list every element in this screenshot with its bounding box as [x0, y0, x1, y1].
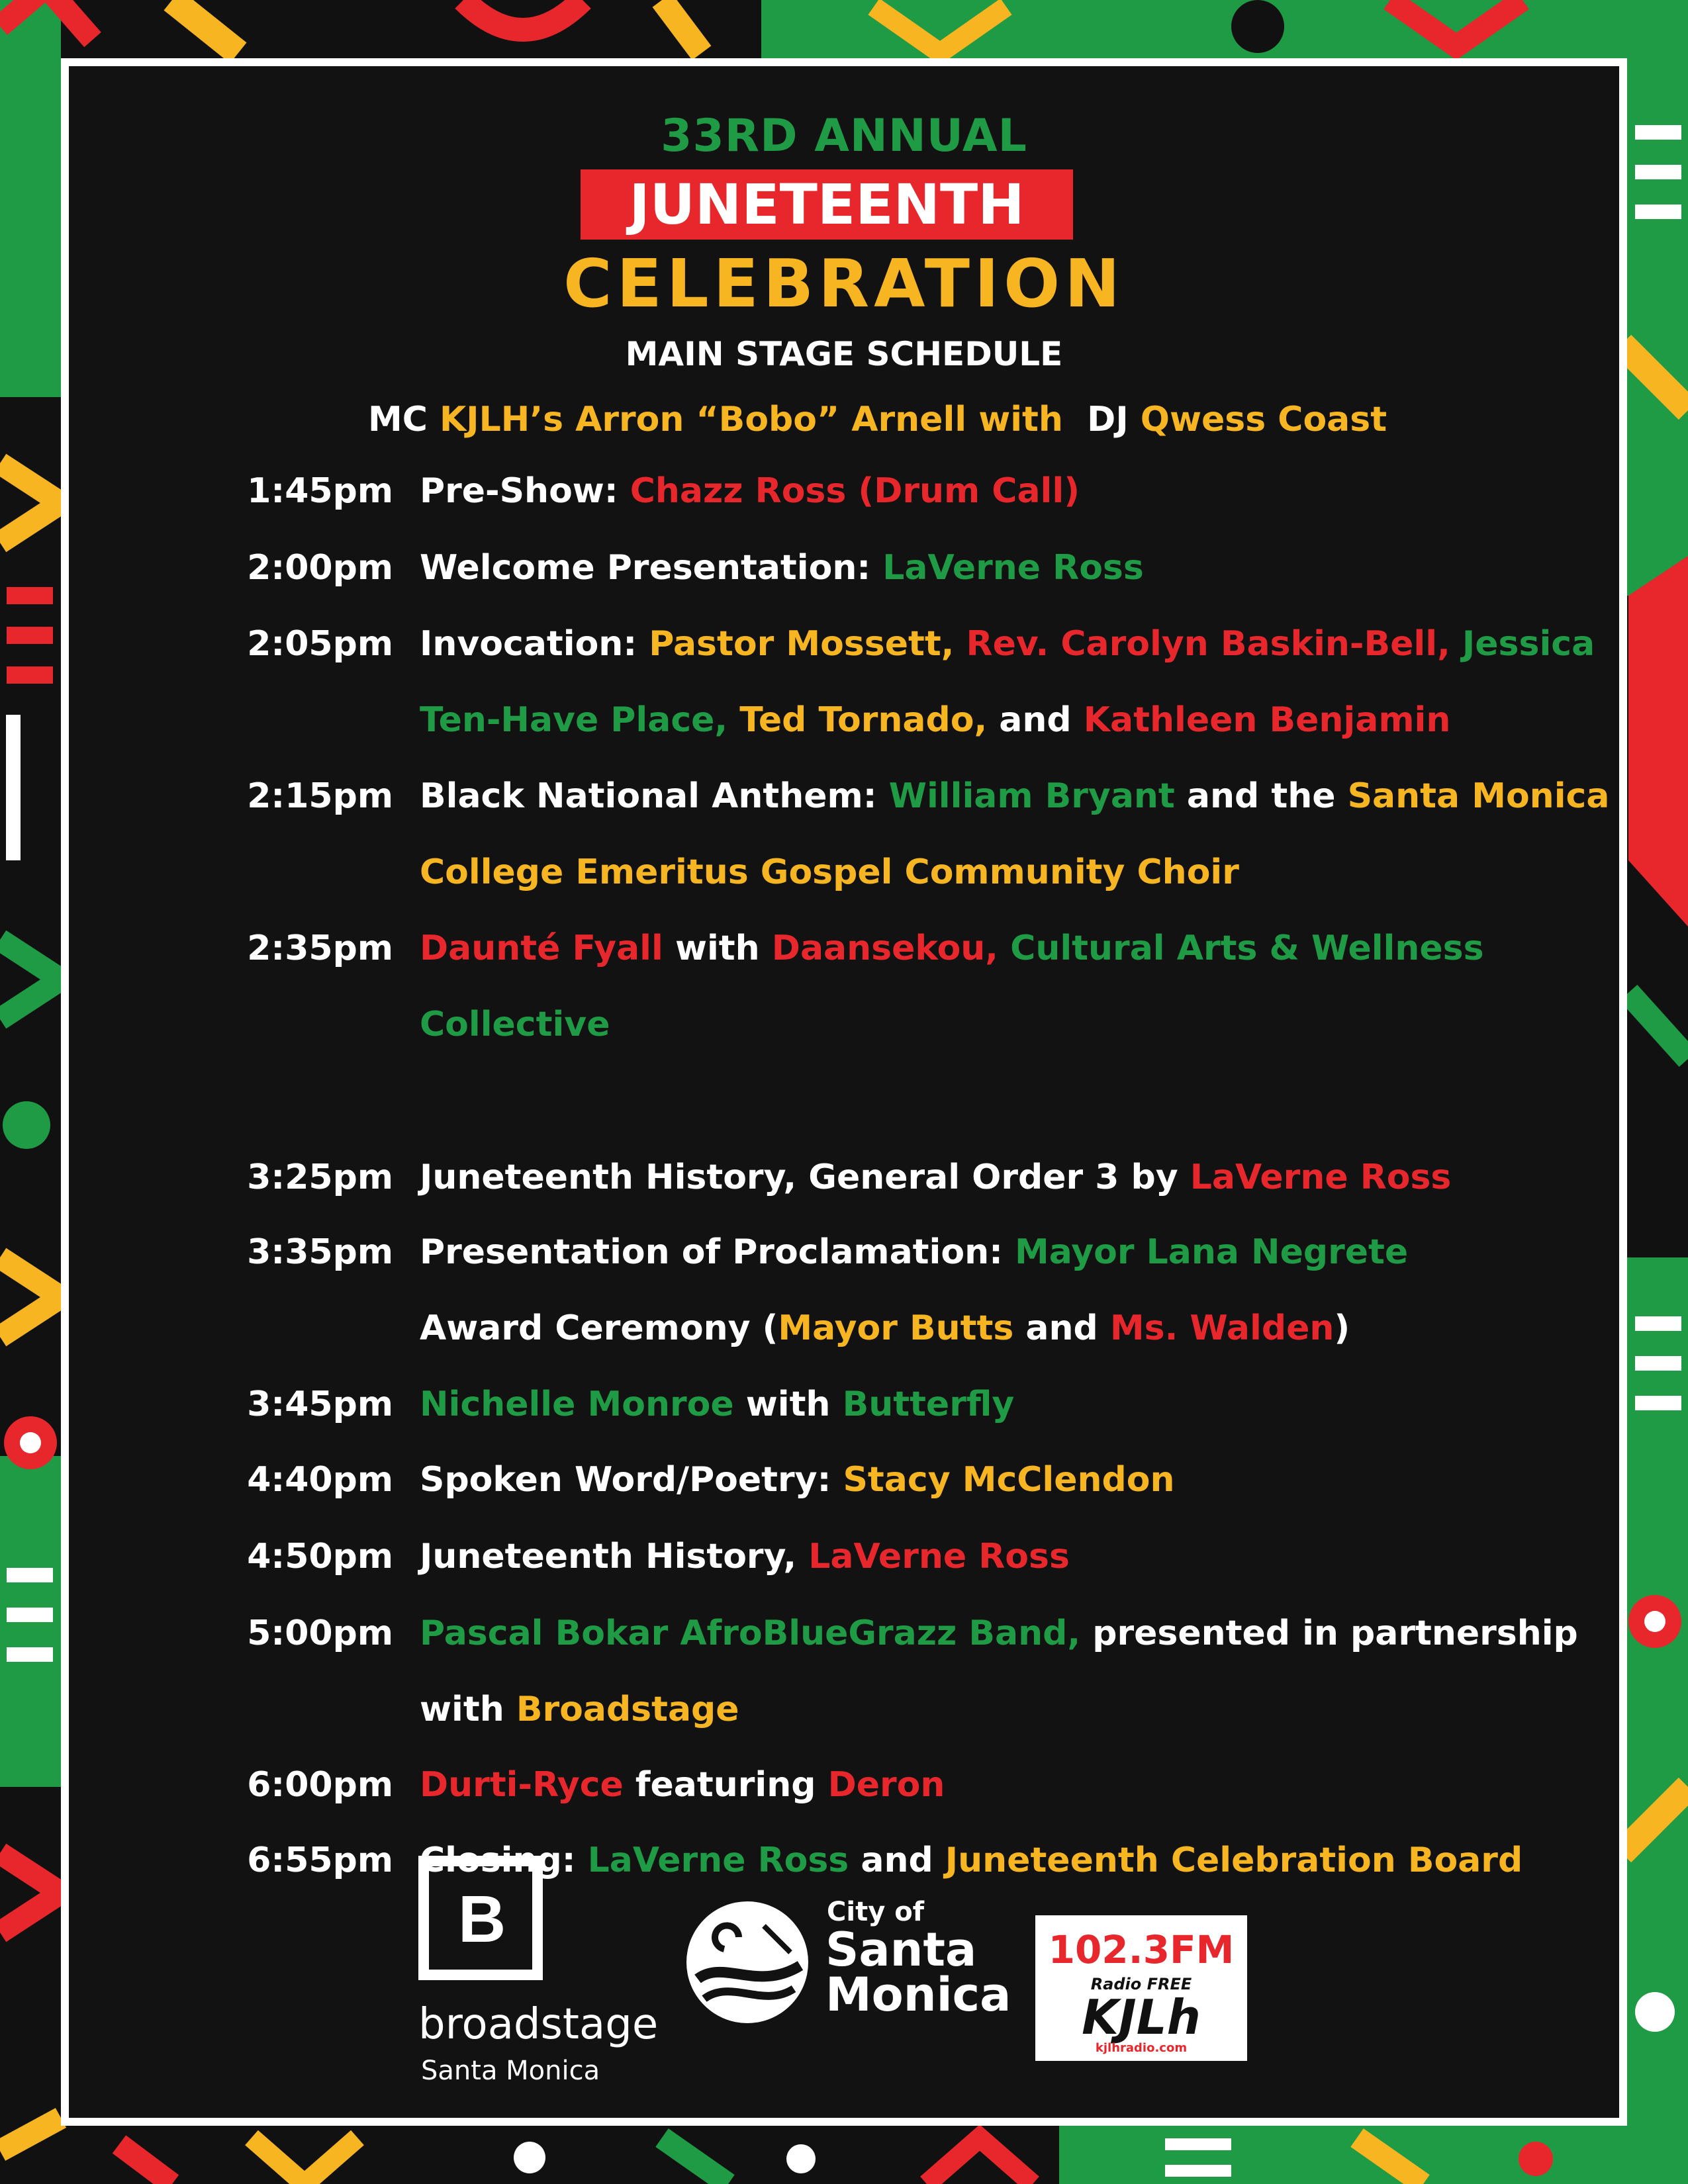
schedule-row	[69, 1765, 1619, 1831]
kjlh-url: kjlhradio.com	[1095, 2041, 1188, 2055]
schedule-segment: Invocation:	[420, 624, 649, 664]
broadstage-logo-icon	[418, 1856, 543, 1980]
schedule-segment: Mayor Lana Negrete	[1015, 1232, 1409, 1272]
schedule-description-line1	[420, 1765, 1611, 1805]
schedule-segment: LaVerne Ross	[882, 548, 1144, 588]
schedule-time: 1:45pm	[247, 471, 393, 511]
schedule-description-line1	[420, 1460, 1611, 1500]
schedule-row	[69, 1537, 1619, 1603]
broadstage-name: broadstage	[418, 2000, 659, 2049]
schedule-segment: LaVerne Ross	[808, 1537, 1070, 1576]
schedule-segment: Pre-Show:	[420, 471, 630, 511]
dj-name: Qwess Coast	[1140, 400, 1387, 439]
schedule-segment: College Emeritus Gospel Community Choir	[420, 852, 1239, 892]
schedule-segment: Closing:	[420, 1841, 588, 1880]
schedule-time: 2:15pm	[247, 776, 393, 816]
schedule-segment: Chazz Ross (Drum Call)	[630, 471, 1080, 511]
schedule-segment: Presentation of Proclamation:	[420, 1232, 1015, 1272]
juneteenth-banner: JUNETEENTH	[581, 169, 1073, 240]
schedule-segment: Ted Tornado,	[727, 700, 988, 740]
kjlh-radio-logo	[1035, 1915, 1247, 2061]
schedule-segment: and	[987, 700, 1084, 740]
mc-host: KJLH’s Arron “Bobo” Arnell with	[440, 400, 1063, 439]
schedule-description-line1	[420, 929, 1611, 968]
schedule-segment: Durti-Ryce	[420, 1765, 624, 1805]
schedule-time: 2:00pm	[247, 548, 393, 588]
schedule-description-line2	[420, 1308, 1611, 1348]
schedule-row	[69, 548, 1619, 614]
schedule-time: 4:50pm	[247, 1537, 393, 1576]
schedule-segment: Collective	[420, 1005, 610, 1044]
schedule-segment: Welcome Presentation:	[420, 548, 883, 588]
schedule-row	[69, 471, 1619, 537]
schedule-time: 6:55pm	[247, 1841, 393, 1880]
schedule-segment: Black National Anthem:	[420, 776, 889, 816]
schedule-row	[69, 1460, 1619, 1526]
schedule-segment: Deron	[827, 1765, 945, 1805]
schedule-segment: Mayor Butts	[778, 1308, 1014, 1348]
annual-label: 33RD ANNUAL	[661, 110, 1027, 162]
schedule-time: 6:00pm	[247, 1765, 393, 1805]
schedule-segment: Santa Monica	[1347, 776, 1610, 816]
schedule-segment: )	[1334, 1308, 1350, 1348]
schedule-row	[69, 1158, 1619, 1224]
schedule-segment: Butterfly	[842, 1385, 1015, 1424]
kjlh-call-sign: KJLh	[1082, 1989, 1201, 2045]
schedule-description-line2	[420, 1690, 1611, 1729]
schedule-segment: Juneteenth History,	[420, 1537, 809, 1576]
schedule-description-line1	[420, 548, 1611, 588]
monica-label: Monica	[825, 1968, 1011, 2022]
schedule-segment: Jessica	[1450, 624, 1595, 664]
kjlh-frequency: 102.3FM	[1048, 1927, 1235, 1972]
schedule-segment: LaVerne Ross	[1190, 1158, 1452, 1197]
schedule-segment: Broadstage	[516, 1690, 739, 1729]
schedule-segment: Juneteenth Celebration Board	[945, 1841, 1523, 1880]
kjlh-tagline: Radio FREE	[1090, 1975, 1192, 1993]
schedule-row	[69, 776, 1619, 892]
santa-label: Santa	[825, 1923, 977, 1977]
schedule-time: 5:00pm	[247, 1614, 393, 1653]
city-of-label: City of	[827, 1897, 925, 1927]
schedule-description-line1	[420, 471, 1611, 511]
schedule-segment: Ms. Walden	[1109, 1308, 1335, 1348]
schedule-time: 3:25pm	[247, 1158, 393, 1197]
schedule-segment: and the	[1174, 776, 1348, 816]
schedule-segment: LaVerne Ross	[587, 1841, 849, 1880]
schedule-description-line2	[420, 852, 1611, 892]
schedule-segment: Pascal Bokar AfroBlueGrazz Band,	[420, 1614, 1081, 1653]
schedule-row	[69, 1385, 1619, 1451]
schedule-description-line1	[420, 1385, 1611, 1424]
schedule-time: 4:40pm	[247, 1460, 393, 1500]
schedule-time: 3:45pm	[247, 1385, 393, 1424]
schedule-segment: presented in partnership	[1080, 1614, 1578, 1653]
schedule-segment: Kathleen Benjamin	[1083, 700, 1451, 740]
schedule-panel	[61, 58, 1627, 2126]
schedule-description-line1	[420, 1158, 1611, 1197]
schedule-row	[69, 1614, 1619, 1729]
schedule-segment: Stacy McClendon	[843, 1460, 1175, 1500]
schedule-segment: with	[733, 1385, 843, 1424]
schedule-description-line1	[420, 1537, 1611, 1576]
broadstage-subtitle: Santa Monica	[421, 2056, 600, 2086]
schedule-segment: with	[420, 1690, 516, 1729]
schedule-description-line1	[420, 624, 1611, 664]
schedule-segment: Daansekou,	[771, 929, 999, 968]
schedule-segment: Ten-Have Place,	[420, 700, 728, 740]
schedule-segment: Pastor Mossett,	[649, 624, 955, 664]
schedule-description-line2	[420, 700, 1611, 740]
schedule-segment: Juneteenth History, General Order 3 by	[420, 1158, 1190, 1197]
schedule-segment: Rev. Carolyn Baskin-Bell,	[954, 624, 1450, 664]
schedule-segment: Spoken Word/Poetry:	[420, 1460, 843, 1500]
schedule-row	[69, 929, 1619, 1044]
schedule-description-line1	[420, 1232, 1611, 1272]
celebration-title: CELEBRATION	[563, 245, 1125, 322]
schedule-segment: and	[1013, 1308, 1110, 1348]
mc-prefix: MC	[368, 400, 440, 439]
main-stage-schedule-title: MAIN STAGE SCHEDULE	[625, 335, 1063, 373]
schedule-row	[69, 624, 1619, 740]
schedule-segment: William Bryant	[888, 776, 1175, 816]
broadstage-logo-mark: B	[458, 1882, 506, 1956]
santa-monica-seal-icon	[684, 1899, 810, 2025]
schedule-segment: with	[663, 929, 772, 968]
dj-prefix: DJ	[1087, 400, 1141, 439]
schedule-row	[69, 1232, 1619, 1348]
schedule-time: 2:35pm	[247, 929, 393, 968]
schedule-description-line1	[420, 776, 1611, 816]
schedule-description-line1	[420, 1614, 1611, 1653]
schedule-time: 2:05pm	[247, 624, 393, 664]
schedule-segment: and	[849, 1841, 945, 1880]
mc-line	[368, 400, 1387, 439]
schedule-segment: featuring	[623, 1765, 828, 1805]
schedule-segment: Daunté Fyall	[420, 929, 663, 968]
schedule-segment: Nichelle Monroe	[420, 1385, 734, 1424]
schedule-time: 3:35pm	[247, 1232, 393, 1272]
schedule-segment: Cultural Arts & Wellness	[998, 929, 1484, 968]
schedule-segment: Award Ceremony (	[420, 1308, 778, 1348]
schedule-description-line2	[420, 1005, 1611, 1044]
santa-monica-name	[825, 1923, 1011, 2022]
sponsor-logos	[69, 1853, 1619, 2105]
